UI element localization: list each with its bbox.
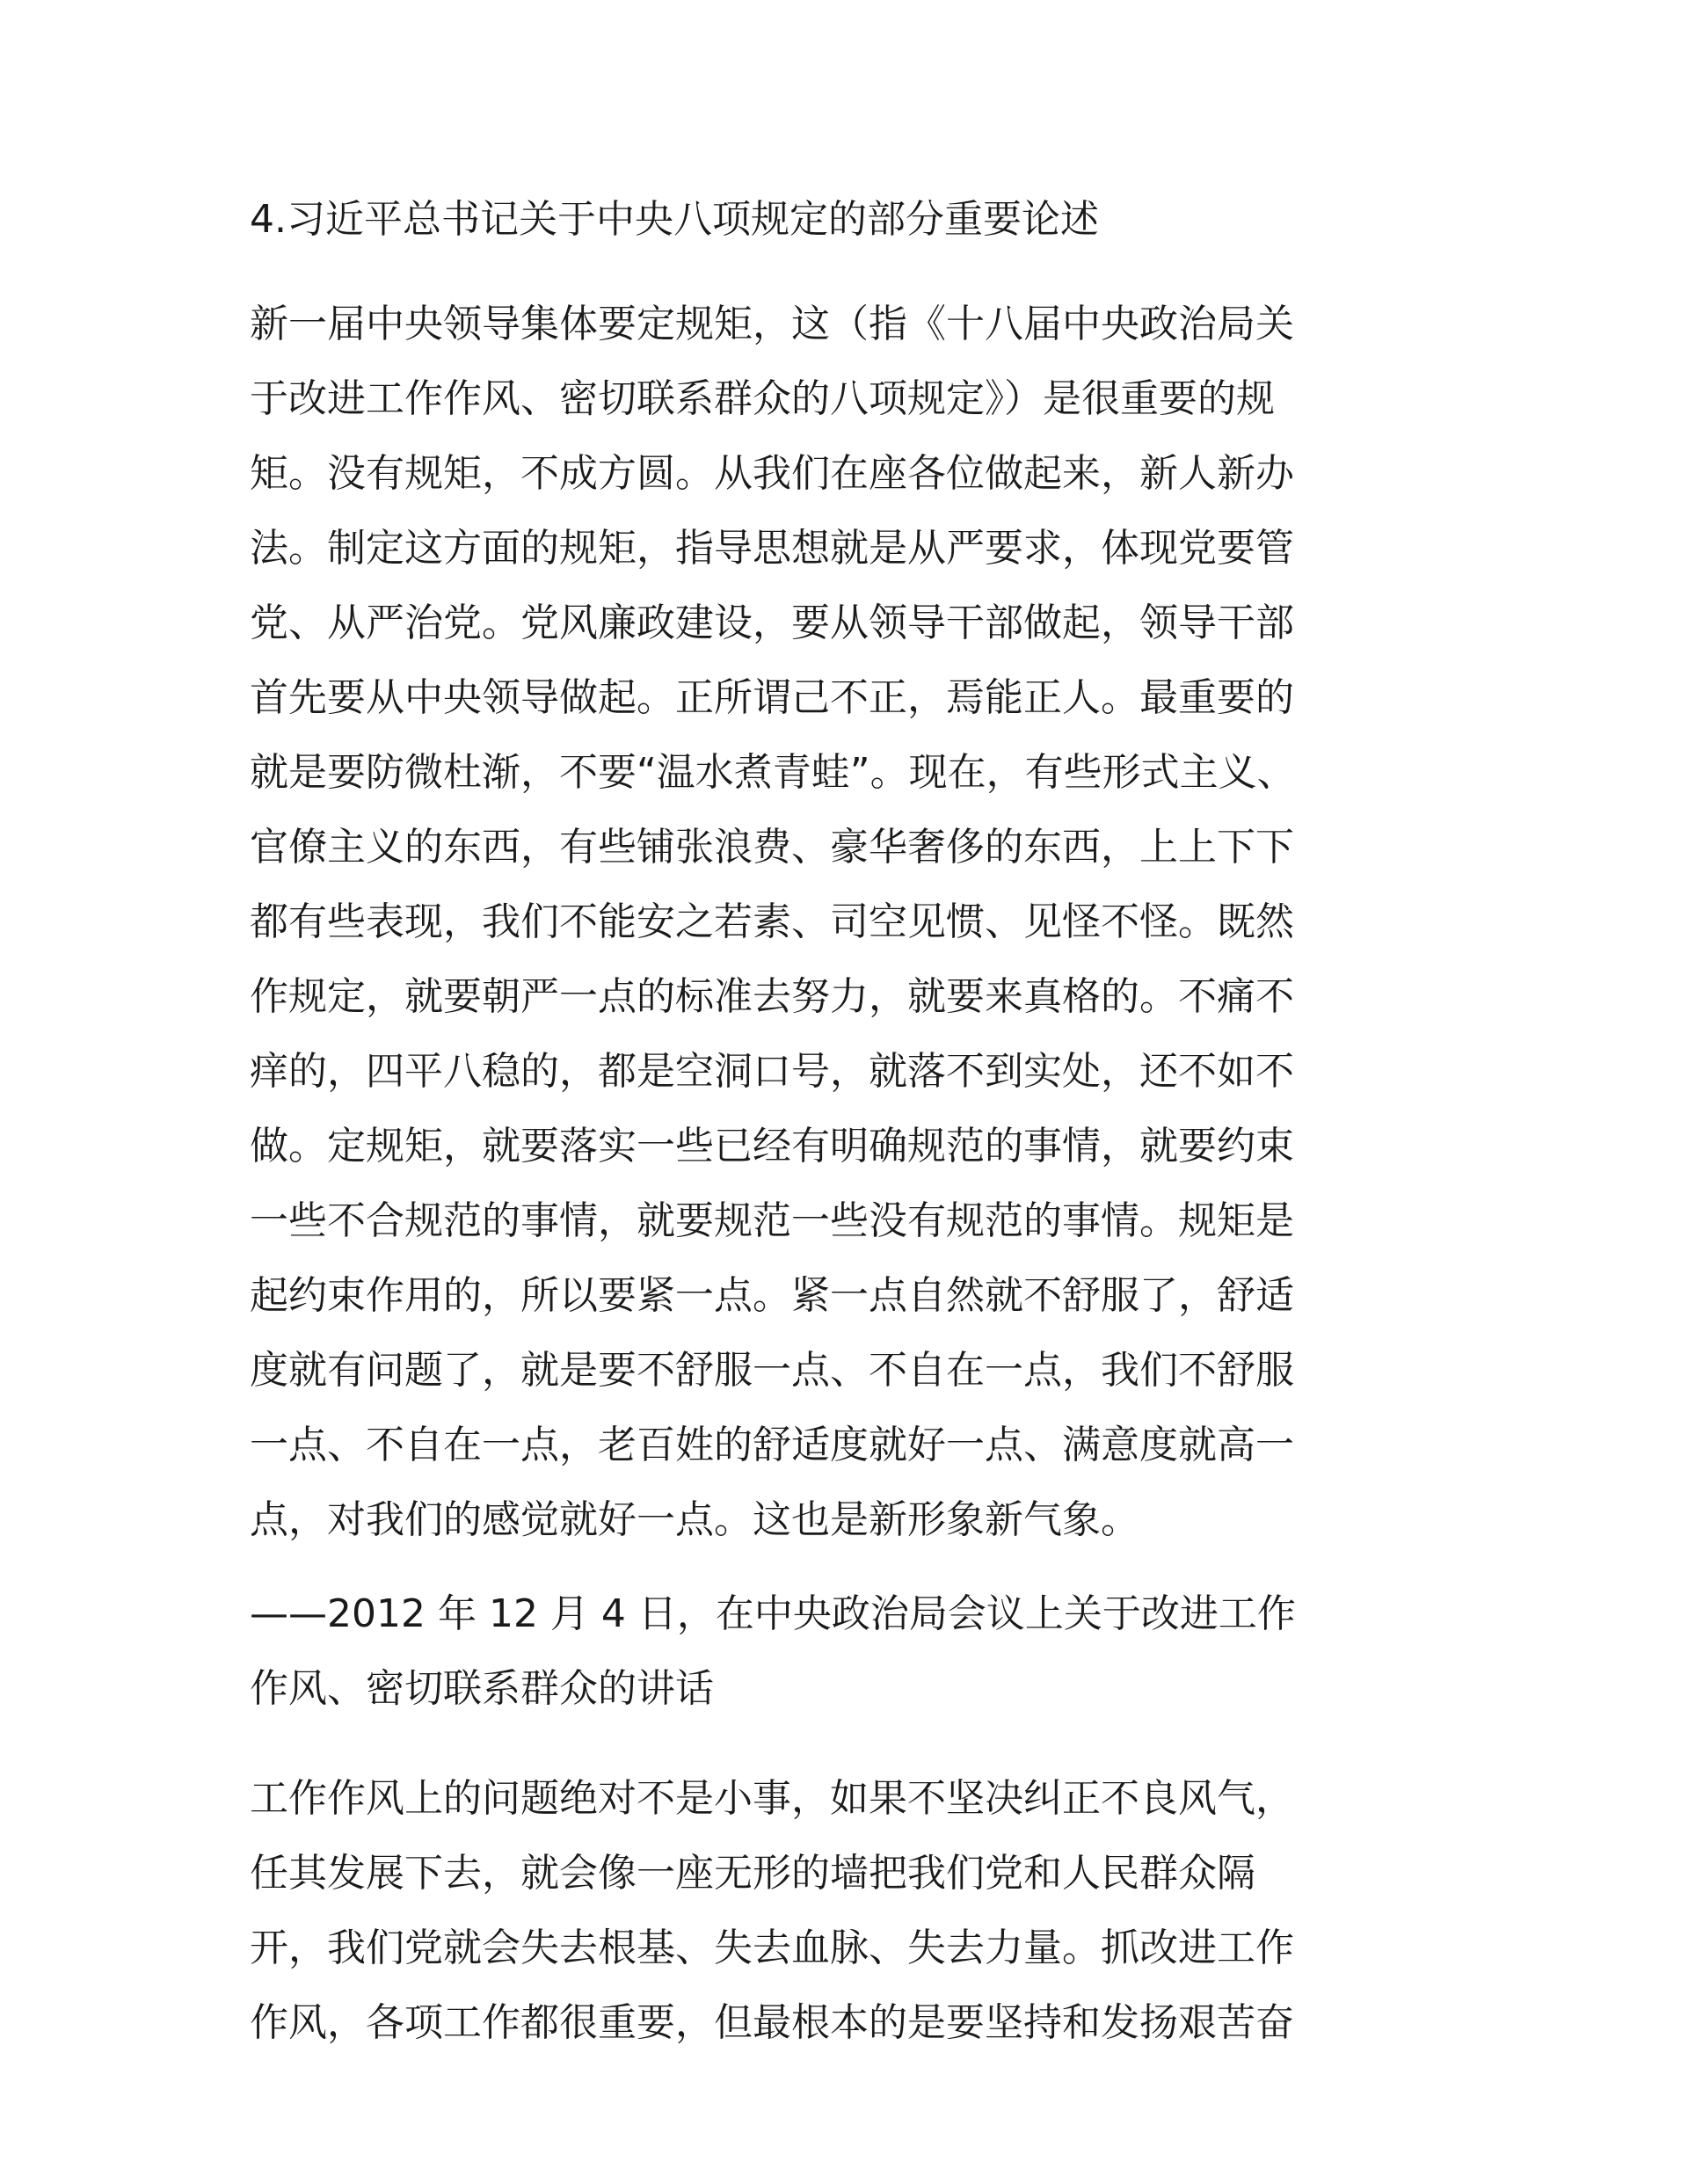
text-line: 点，对我们的感觉就好一点。这也是新形象新气象。 xyxy=(250,1497,1139,1542)
text-line: 矩。没有规矩，不成方圆。从我们在座各位做起来，新人新办 xyxy=(250,451,1294,496)
text-line: 一些不合规范的事情，就要规范一些没有规范的事情。规矩是 xyxy=(250,1198,1294,1243)
source-line: ——2012 年 12 月 4 日，在中央政治局会议上关于改进工作 xyxy=(250,1591,1296,1636)
quote-paragraph-2 xyxy=(250,1761,1442,2060)
text-line: 新一届中央领导集体要定规矩，这（指《十八届中央政治局关 xyxy=(250,302,1294,346)
text-line: 开，我们党就会失去根基、失去血脉、失去力量。抓改进工作 xyxy=(250,1926,1294,1970)
spacer xyxy=(250,1726,1442,1761)
document-body xyxy=(250,195,1442,2060)
text-line: 痒的，四平八稳的，都是空洞口号，就落不到实处，还不如不 xyxy=(250,1049,1294,1094)
quote-paragraph-1 xyxy=(250,287,1442,1557)
text-line: 首先要从中央领导做起。正所谓己不正，焉能正人。最重要的 xyxy=(250,675,1294,720)
text-line: 做。定规矩，就要落实一些已经有明确规范的事情，就要约束 xyxy=(250,1124,1294,1168)
text-line: 作规定，就要朝严一点的标准去努力，就要来真格的。不痛不 xyxy=(250,974,1294,1019)
section-heading: 4.习近平总书记关于中央八项规定的部分重要论述 xyxy=(250,197,1099,242)
text-line: 官僚主义的东西，有些铺张浪费、豪华奢侈的东西，上上下下 xyxy=(250,825,1294,870)
quote-source-1 xyxy=(250,1576,1442,1726)
text-line: 一点、不自在一点，老百姓的舒适度就好一点、满意度就高一 xyxy=(250,1423,1294,1467)
spacer xyxy=(250,1557,1442,1576)
text-line: 于改进工作作风、密切联系群众的八项规定》）是很重要的规 xyxy=(250,376,1275,421)
text-line: 起约束作用的，所以要紧一点。紧一点自然就不舒服了，舒适 xyxy=(250,1273,1294,1318)
source-line: 作风、密切联系群众的讲话 xyxy=(250,1666,714,1711)
text-line: 党、从严治党。党风廉政建设，要从领导干部做起，领导干部 xyxy=(250,601,1294,645)
text-line: 作风，各项工作都很重要，但最根本的是要坚持和发扬艰苦奋 xyxy=(250,2000,1294,2045)
text-line: 就是要防微杜渐，不要“温水煮青蛙”。现在，有些形式主义、 xyxy=(250,750,1296,795)
text-line: 任其发展下去，就会像一座无形的墙把我们党和人民群众隔 xyxy=(250,1851,1255,1896)
text-line: 工作作风上的问题绝对不是小事，如果不坚决纠正不良风气， xyxy=(250,1776,1294,1821)
text-line: 度就有问题了，就是要不舒服一点、不自在一点，我们不舒服 xyxy=(250,1348,1294,1393)
text-line: 法。制定这方面的规矩，指导思想就是从严要求，体现党要管 xyxy=(250,526,1294,571)
text-line: 都有些表现，我们不能安之若素、司空见惯、见怪不怪。既然 xyxy=(250,899,1294,944)
